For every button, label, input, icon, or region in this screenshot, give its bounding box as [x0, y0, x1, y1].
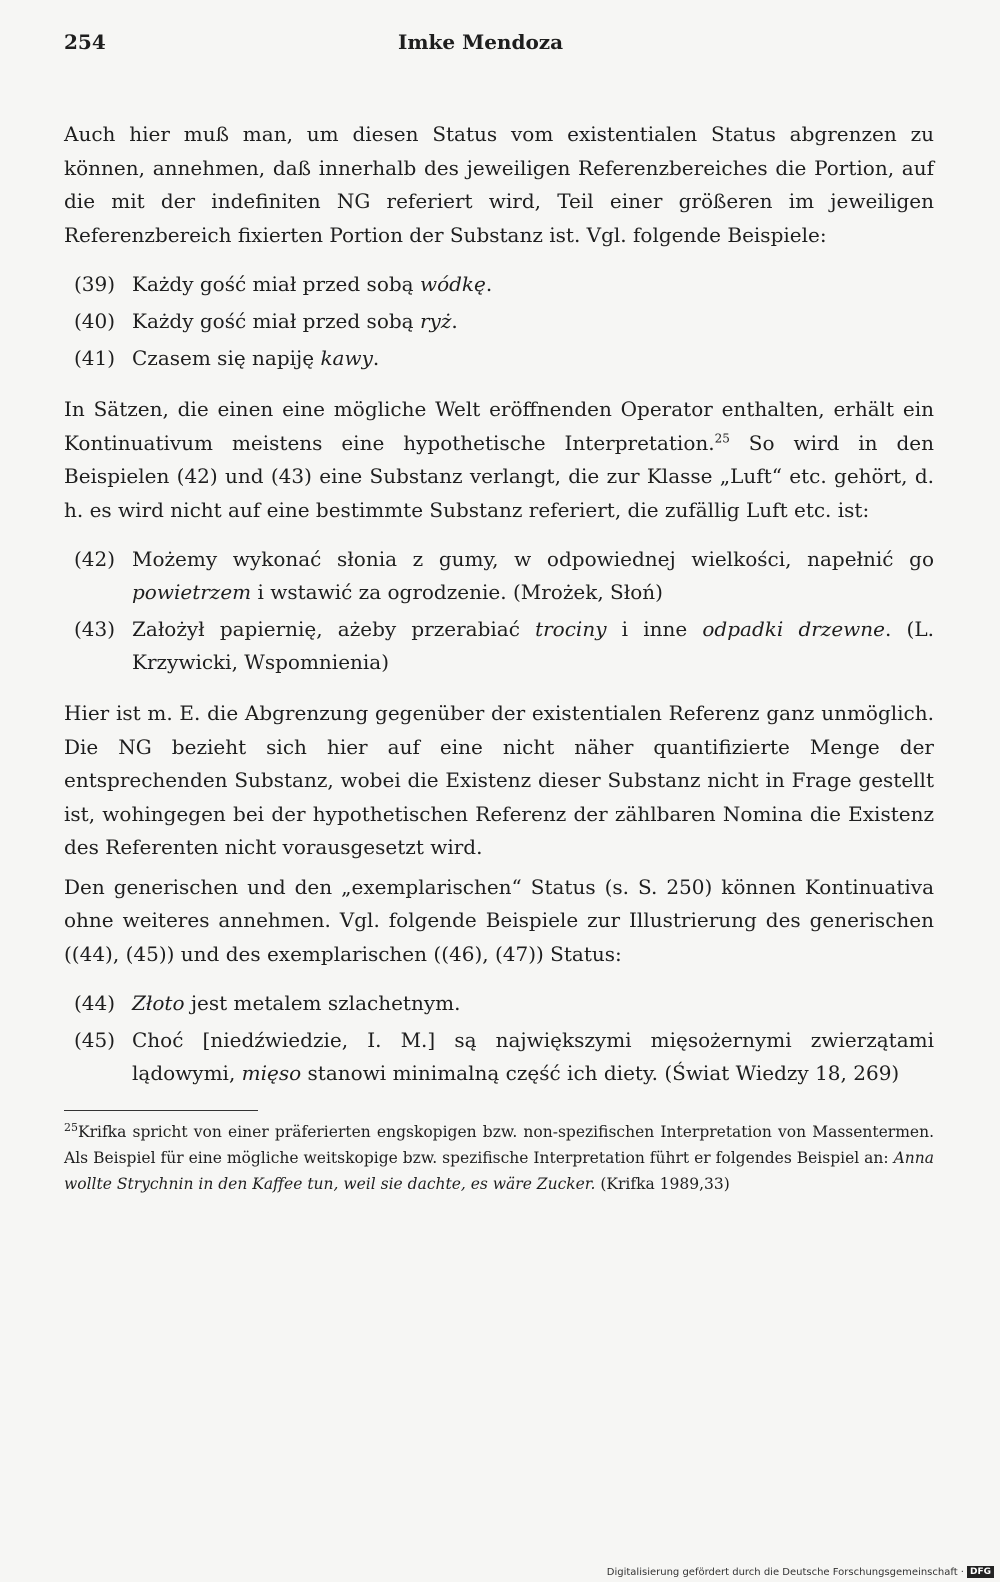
paragraph-4: Den generischen und den „exemplarischen“ Status (s. S. 250) können Kontinuativa ohne weiteres annehmen. Vgl. folgende Beispiele zur Illustrierung des generischen ((44), (45)) und des exemplarischen ((46), (47)) Status: [64, 874, 934, 966]
example-text: Czasem się napiję [132, 346, 321, 370]
examples-39-41 [74, 268, 934, 375]
example-42 [74, 543, 934, 609]
body-text [64, 118, 934, 1197]
example-text: Założył papiernię, ażeby przerabiać [132, 617, 536, 641]
example-41 [74, 342, 934, 375]
example-end: . [451, 309, 458, 333]
example-number: (43) [74, 617, 116, 641]
example-text: jest metalem szlachetnym. [184, 991, 461, 1015]
example-end: . [372, 346, 380, 370]
example-number: (40) [74, 309, 116, 333]
paragraph-3: Hier ist m. E. die Abgrenzung gegenüber der existentialen Referenz ganz unmöglich. Die NG bezieht sich hier auf eine nicht näher quantifizierte Menge der entsprechenden Substanz, wobei die Existenz dieser Substanz nicht in Frage gestellt ist, wohingegen bei der hypothetischen Referenz der zählbaren Nomina die Existenz des Referenten nicht vorausgesetzt wird. [64, 701, 934, 859]
example-text-cont: stanowi minimalną część ich diety. (Świat Wiedzy 18, 269) [301, 1061, 900, 1085]
example-44 [74, 987, 934, 1020]
example-text: Choć [niedźwiedzie, I. M.] są największymi mięsożernymi zwierzątami lądowymi, [132, 1028, 934, 1085]
footnote-italic: Anna wollte Strychnin in den Kaffee tun, weil sie dachte, es wäre Zucker. [64, 1149, 934, 1193]
example-text: Możemy wykonać słonia z gumy, w odpowiednej wielkości, napełnić go [132, 547, 934, 571]
example-number: (44) [74, 991, 116, 1015]
example-italic: trociny [535, 617, 607, 641]
examples-42-43 [74, 543, 934, 679]
page-header [0, 30, 1000, 64]
paragraph-1: Auch hier muß man, um diesen Status vom existentialen Status abgrenzen zu können, annehmen, daß innerhalb des jeweiligen Referenzbereiches die Portion, auf die mit der indefiniten NG referiert wird, Teil einer größeren im jeweiligen Referenzbereich fixierten Portion der Substanz ist. Vgl. folgende Beispiele: [64, 122, 934, 247]
footnote-divider [64, 1110, 258, 1111]
example-italic: wódkę [419, 272, 486, 296]
paragraph-2-text: In Sätzen, die einen eine mögliche Welt eröffnenden Operator enthalten, erhält ein Kontinuativum meistens eine hypothetische Interpretation. [64, 397, 934, 455]
footnote-citation: (Krifka 1989,33) [595, 1175, 730, 1193]
example-40 [74, 305, 934, 338]
dfg-logo: DFG [967, 1566, 994, 1578]
example-italic: kawy [320, 346, 373, 370]
example-italic: powietrzem [132, 580, 252, 604]
example-italic: mięso [241, 1061, 302, 1085]
credit-text: Digitalisierung gefördert durch die Deutsche Forschungsgemeinschaft · [606, 1566, 964, 1578]
running-head: Imke Mendoza [398, 30, 564, 54]
digitization-credit [607, 1566, 994, 1578]
paragraph-2 [64, 393, 934, 527]
example-43 [74, 613, 934, 679]
example-number: (45) [74, 1028, 116, 1052]
page-number: 254 [64, 30, 106, 54]
example-text: Każdy gość miał przed sobą [132, 272, 420, 296]
footnote-text: Krifka spricht von einer präferierten engskopigen bzw. non-spezifischen Interpretation von Massentermen. Als Beispiel für eine mögliche weitskopige bzw. spezifische Interpretation führt er folgendes Beispiel an: [64, 1123, 934, 1167]
example-text-cont: i inne [606, 617, 703, 641]
footnote-reference[interactable]: 25 [714, 430, 730, 445]
example-45 [74, 1024, 934, 1090]
example-number: (39) [74, 272, 116, 296]
paragraph-2-text-cont: So wird in den Beispielen (42) und (43) eine Substanz verlangt, die zur Klasse „Luft“ etc. gehört, d. h. es wird nicht auf eine bestimmte Substanz referiert, die zufällig Luft etc. ist: [64, 430, 934, 522]
examples-44-45 [74, 987, 934, 1090]
example-italic: Złoto [132, 991, 185, 1015]
example-text-cont: i wstawić za ogrodzenie. (Mrożek, Słoń) [251, 580, 663, 604]
example-text: Każdy gość miał przed sobą [132, 309, 420, 333]
example-italic: ryż [419, 309, 452, 333]
example-number: (41) [74, 346, 116, 370]
example-number: (42) [74, 547, 116, 571]
example-italic-2: odpadki drzewne [702, 617, 886, 641]
footnote-25 [64, 1119, 934, 1197]
footnote-mark: 25 [64, 1120, 78, 1134]
example-39 [74, 268, 934, 301]
example-source: . (L. Krzywicki, Wspomnienia) [132, 617, 934, 674]
example-end: . [485, 272, 493, 296]
